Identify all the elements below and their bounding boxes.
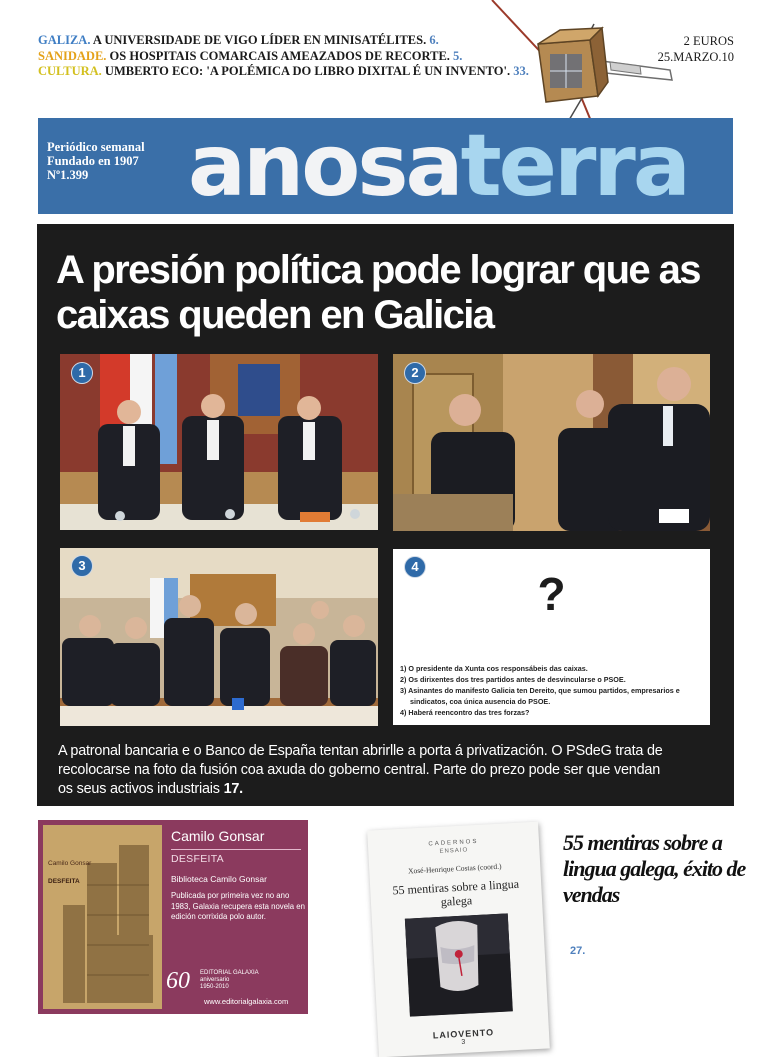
ad-website[interactable]: www.editorialgalaxia.com [204,997,289,1006]
ad-publisher [200,970,259,991]
ad-cover-author: Camilo Gonsar [48,860,92,867]
legend-item: 3) Asinantes do manifesto Galicia ten Dereito, que sumou partidos, empresarios e [400,686,680,695]
date: 25.MARZO.10 [657,49,734,64]
legend-item: sindicatos, coa única ausencia do PSOE. [410,697,551,706]
ad-anniversary-number: 60 [166,968,190,994]
advertisement-galaxia[interactable] [38,820,308,1014]
feature-caption [58,742,668,799]
book-title: 55 mentiras sobre a lingua galega [392,876,520,909]
photo-number: 3 [71,555,93,577]
main-headline[interactable]: A presión política pode lograr que as caixas queden en Galicia [56,248,700,337]
ad-publisher-years: 1950-2010 [200,984,229,990]
teaser-page: 5. [453,48,463,63]
photo-number: 1 [71,362,93,384]
logo-part2: terra [460,118,688,214]
price: 2 EUROS [683,34,734,48]
photo-number: 2 [404,362,426,384]
teaser-text: A UNIVERSIDADE DE VIGO LÍDER EN MINISATÉLITES. [92,33,427,47]
caption-text: A patronal bancaria e o Banco de España tentan abrirlle a porta á privatización. O PSdeG trata de recolocarse na foto da fusión coa axuda do goberno central. Parte do prezo pode ser que vendan os seus activos industriais [58,743,663,797]
ad-author: Camilo Gonsar [171,828,265,844]
teaser-page: 33. [513,64,529,78]
teaser-sanidade[interactable] [38,49,508,65]
ad-cover-title: DESFEITA [48,878,80,885]
logo[interactable] [188,118,688,214]
teaser-text: OS HOSPITAIS COMARCAIS AMEAZADOS DE RECORTE. [109,48,450,63]
legend-item: 2) Os dirixentes dos tres partidos antes de desvincularse o PSOE. [400,675,626,684]
side-headline[interactable]: 55 mentiras sobre a lingua galega, éxito de vendas [563,830,746,907]
photo-legend [400,663,705,718]
book-number: 3 [461,1038,467,1046]
ad-divider [171,849,301,850]
book-collection: ENSAIO [439,847,469,855]
book-artwork [405,913,513,1016]
teaser-cultura[interactable] [38,64,529,80]
teaser-section: SANIDADE. [38,48,107,63]
ad-library: Biblioteca Camilo Gonsar [171,874,267,884]
masthead-founded: Fundado en 1907 [47,154,139,168]
photo-number: 4 [404,556,426,578]
book-publisher [378,1024,550,1050]
legend-item: 4) Haberá reencontro das tres forzas? [400,708,530,717]
teaser-page: 6. [429,33,439,47]
legend-item: 1) O presidente da Xunta cos responsábeis das caixas. [400,664,588,673]
book-editor: Xosé-Henrique Costas (coord.) [407,861,502,876]
question-mark: ? [537,568,566,620]
photo-3 [60,548,378,726]
masthead-tagline: Periódico semanal [47,140,145,154]
logo-part1: anosa [188,118,461,214]
photo-2 [393,354,710,531]
teaser-section: GALIZA. [38,33,91,47]
ad-publisher-sub: aniversario [200,977,230,983]
ad-title: DESFEITA [171,853,224,865]
book-series: CADERNOS [428,838,479,848]
teaser-galiza[interactable] [38,33,508,49]
ad-book-cover [43,825,162,1009]
side-page[interactable]: 27. [570,945,586,957]
ad-publisher-name: EDITORIAL GALAXIA [200,970,259,976]
masthead [38,118,733,214]
masthead-info [47,140,145,182]
book-publisher-name: LAIOVENTO [432,1027,495,1041]
masthead-issue: Nº1.399 [47,168,89,182]
caption-page[interactable]: 17. [223,781,243,797]
teaser-section: CULTURA. [38,64,102,78]
photo-1 [60,354,378,530]
book-cover[interactable] [367,822,550,1057]
top-teasers [38,33,529,80]
teaser-text: UMBERTO ECO: 'A POLÉMICA DO LIBRO DIXITAL É UN INVENTO'. [104,64,511,78]
ad-body: Publicada por primeira vez no ano 1983, Galaxia recupera esta novela en edición corrixida polo autor. [171,891,305,921]
question-box [393,549,710,725]
